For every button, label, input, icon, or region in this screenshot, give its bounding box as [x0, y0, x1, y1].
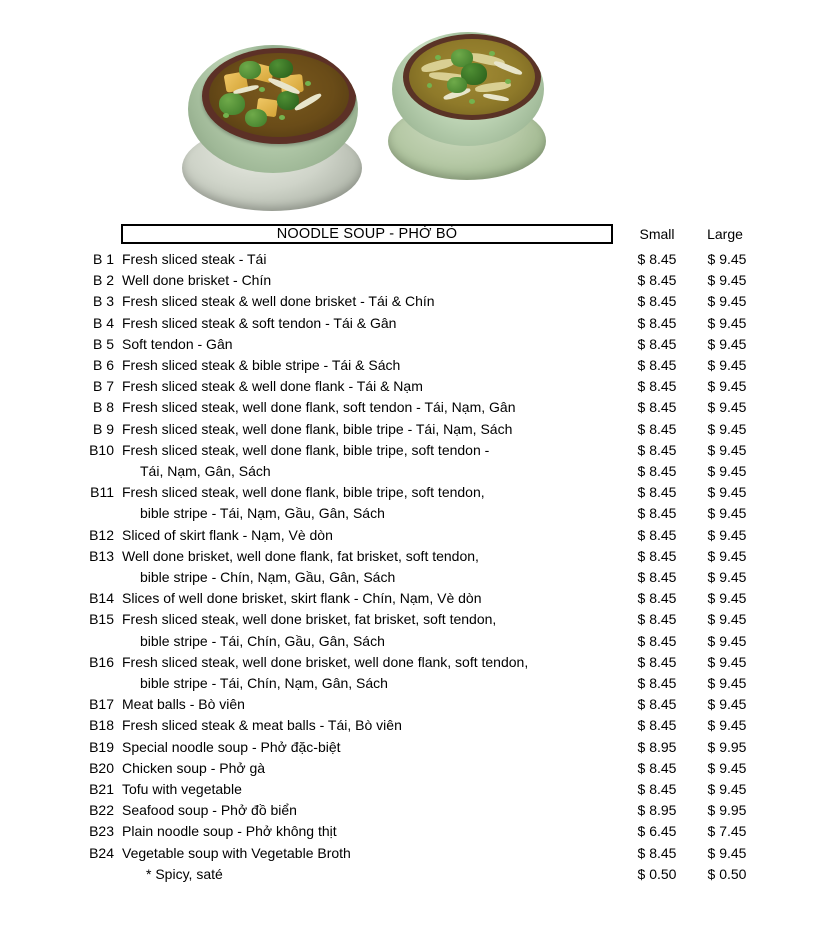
- row-right-pad: [762, 843, 820, 864]
- table-row: [0, 419, 820, 440]
- row-right-pad: [762, 482, 820, 503]
- row-right-pad: [762, 737, 820, 758]
- price-small: $ 8.45: [637, 378, 677, 395]
- row-left-pad: [0, 461, 76, 482]
- row-left-pad: [0, 397, 76, 418]
- table-row: [0, 334, 820, 355]
- row-right-pad: [762, 864, 820, 885]
- row-left-pad: [0, 864, 76, 885]
- item-code: [76, 673, 114, 694]
- price-large: $ 9.45: [707, 844, 747, 861]
- table-row: [0, 440, 820, 461]
- code-desc-gap: [114, 461, 122, 482]
- price-large: $ 9.45: [707, 611, 747, 628]
- item-description: Slices of well done brisket, skirt flank - Chín, Nạm, Vè dòn: [122, 590, 482, 607]
- item-description: * Spicy, saté: [146, 865, 223, 882]
- table-row: [0, 397, 820, 418]
- price-large: $ 9.45: [707, 484, 747, 501]
- row-right-pad: [762, 715, 820, 736]
- menu-note-row: [0, 864, 820, 885]
- row-right-pad: [762, 313, 820, 334]
- price-large: $ 9.95: [707, 738, 747, 755]
- price-large: $ 9.95: [707, 802, 747, 819]
- item-description: bible stripe - Chín, Nạm, Gầu, Gân, Sách: [140, 569, 396, 586]
- table-row: [0, 694, 820, 715]
- item-description: Fresh sliced steak - Tái: [122, 251, 267, 267]
- row-right-pad: [762, 588, 820, 609]
- price-large: $ 9.45: [707, 569, 747, 586]
- price-large: $ 9.45: [707, 251, 747, 267]
- item-code: B13: [89, 547, 114, 564]
- item-code: B12: [89, 526, 114, 543]
- item-description: Fresh sliced steak, well done flank, bible tripe - Tái, Nạm, Sách: [122, 420, 513, 437]
- item-code: B 6: [92, 357, 114, 374]
- table-row: [0, 503, 820, 524]
- item-description: Seafood soup - Phở đồ biển: [122, 802, 297, 819]
- price-large: $ 9.45: [707, 357, 747, 374]
- price-small: $ 6.45: [637, 823, 677, 840]
- code-desc-gap: [114, 291, 122, 312]
- menu-header-row: [0, 222, 820, 248]
- column-header-small: Small: [639, 226, 675, 242]
- item-description: bible stripe - Tái, Chín, Nạm, Gân, Sách: [140, 675, 388, 692]
- item-description: Well done brisket, well done flank, fat brisket, soft tendon,: [122, 547, 479, 564]
- row-left-pad: [0, 843, 76, 864]
- code-desc-gap: [114, 397, 122, 418]
- table-row: [0, 673, 820, 694]
- row-left-pad: [0, 800, 76, 821]
- table-row: [0, 737, 820, 758]
- price-large: $ 9.45: [707, 399, 747, 416]
- price-small: $ 8.45: [637, 314, 677, 331]
- item-code: [76, 631, 114, 652]
- code-desc-gap: [114, 334, 122, 355]
- price-large: $ 9.45: [707, 293, 747, 310]
- item-description: bible stripe - Tái, Chín, Gầu, Gân, Sách: [140, 632, 385, 649]
- price-large: $ 9.45: [707, 526, 747, 543]
- broth-right: [409, 39, 535, 115]
- price-small: $ 8.95: [637, 802, 677, 819]
- code-desc-gap: [114, 864, 122, 885]
- item-description: Tái, Nạm, Gân, Sách: [140, 463, 271, 480]
- price-small: $ 8.95: [637, 738, 677, 755]
- price-small: $ 8.45: [637, 675, 677, 692]
- row-right-pad: [762, 440, 820, 461]
- price-large: $ 0.50: [707, 865, 747, 882]
- table-row: [0, 567, 820, 588]
- item-code: B 8: [92, 399, 114, 416]
- row-left-pad: [0, 376, 76, 397]
- code-desc-gap: [114, 694, 122, 715]
- row-left-pad: [0, 249, 76, 270]
- bowl-body-left: [188, 45, 358, 173]
- table-row: [0, 652, 820, 673]
- code-desc-gap: [114, 546, 122, 567]
- row-right-pad: [762, 461, 820, 482]
- row-right-pad: [762, 291, 820, 312]
- item-description: Fresh sliced steak, well done brisket, fat brisket, soft tendon,: [122, 611, 497, 628]
- item-code: B15: [89, 611, 114, 628]
- menu-photo: [0, 0, 820, 222]
- row-right-pad: [762, 503, 820, 524]
- price-large: $ 9.45: [707, 378, 747, 395]
- price-small: $ 8.45: [637, 463, 677, 480]
- price-large: $ 9.45: [707, 272, 747, 289]
- row-right-pad: [762, 800, 820, 821]
- row-right-pad: [762, 397, 820, 418]
- menu-items-table: [0, 249, 820, 885]
- price-small: $ 8.45: [637, 781, 677, 798]
- price-small: $ 8.45: [637, 335, 677, 352]
- price-small: $ 8.45: [637, 420, 677, 437]
- item-description: Fresh sliced steak & meat balls - Tái, Bò viên: [122, 717, 402, 734]
- table-row: [0, 609, 820, 630]
- price-large: $ 7.45: [707, 823, 747, 840]
- code-desc-gap: [114, 270, 122, 291]
- row-right-pad: [762, 821, 820, 842]
- menu-section: [0, 222, 820, 885]
- price-small: $ 8.45: [637, 505, 677, 522]
- table-row: [0, 376, 820, 397]
- price-large: $ 9.45: [707, 420, 747, 437]
- row-right-pad: [762, 270, 820, 291]
- row-right-pad: [762, 673, 820, 694]
- row-right-pad: [762, 779, 820, 800]
- code-desc-gap: [114, 800, 122, 821]
- item-code: [76, 864, 114, 885]
- code-desc-gap: [114, 758, 122, 779]
- table-row: [0, 546, 820, 567]
- item-code: B 7: [92, 378, 114, 395]
- price-large: $ 9.45: [707, 505, 747, 522]
- price-small: $ 8.45: [637, 759, 677, 776]
- price-small: $ 8.45: [637, 611, 677, 628]
- price-small: $ 8.45: [637, 357, 677, 374]
- item-code: B24: [89, 844, 114, 861]
- row-right-pad: [762, 334, 820, 355]
- table-row: [0, 482, 820, 503]
- table-row: [0, 525, 820, 546]
- price-large: $ 9.45: [707, 547, 747, 564]
- row-right-pad: [762, 758, 820, 779]
- row-left-pad: [0, 588, 76, 609]
- item-description: Special noodle soup - Phở đặc-biệt: [122, 738, 341, 755]
- price-small: $ 8.45: [637, 526, 677, 543]
- item-code: B 2: [92, 272, 114, 289]
- price-small: $ 8.45: [637, 484, 677, 501]
- code-desc-gap: [114, 588, 122, 609]
- price-small: $ 8.45: [637, 547, 677, 564]
- table-row: [0, 843, 820, 864]
- code-desc-gap: [114, 843, 122, 864]
- item-description: Fresh sliced steak, well done flank, bible tripe, soft tendon -: [122, 441, 490, 458]
- soup-bowl-left: [182, 45, 362, 215]
- table-row: [0, 249, 820, 270]
- item-description: Chicken soup - Phở gà: [122, 759, 266, 776]
- table-row: [0, 461, 820, 482]
- code-desc-gap: [114, 715, 122, 736]
- row-left-pad: [0, 313, 76, 334]
- table-row: [0, 588, 820, 609]
- table-row: [0, 355, 820, 376]
- price-small: $ 8.45: [637, 632, 677, 649]
- item-description: Sliced of skirt flank - Nạm, Vè dòn: [122, 526, 333, 543]
- code-desc-gap: [114, 779, 122, 800]
- item-description: Soft tendon - Gân: [122, 335, 233, 352]
- row-left-pad: [0, 758, 76, 779]
- item-code: [76, 461, 114, 482]
- code-desc-gap: [114, 821, 122, 842]
- row-left-pad: [0, 779, 76, 800]
- row-left-pad: [0, 503, 76, 524]
- row-left-pad: [0, 821, 76, 842]
- row-right-pad: [762, 609, 820, 630]
- item-description: Tofu with vegetable: [122, 781, 242, 798]
- item-code: B 3: [92, 293, 114, 310]
- price-large: $ 9.45: [707, 463, 747, 480]
- price-large: $ 9.45: [707, 781, 747, 798]
- price-small: $ 8.45: [637, 696, 677, 713]
- table-row: [0, 779, 820, 800]
- item-description: Fresh sliced steak & well done flank - Tái & Nạm: [122, 378, 423, 395]
- item-description: Vegetable soup with Vegetable Broth: [122, 844, 351, 861]
- item-description: Well done brisket - Chín: [122, 272, 272, 289]
- price-small: $ 8.45: [637, 590, 677, 607]
- item-description: Fresh sliced steak, well done flank, soft tendon - Tái, Nạm, Gân: [122, 399, 516, 416]
- menu-title-box: [121, 224, 613, 244]
- code-desc-gap: [114, 376, 122, 397]
- row-left-pad: [0, 652, 76, 673]
- item-code: B14: [89, 590, 114, 607]
- table-row: [0, 313, 820, 334]
- price-small: $ 0.50: [637, 865, 677, 882]
- price-small: $ 8.45: [637, 844, 677, 861]
- item-code: [76, 503, 114, 524]
- row-left-pad: [0, 673, 76, 694]
- row-left-pad: [0, 609, 76, 630]
- row-right-pad: [762, 652, 820, 673]
- soup-bowl-right: [388, 32, 546, 182]
- price-small: $ 8.45: [637, 441, 677, 458]
- item-code: B16: [89, 653, 114, 670]
- row-left-pad: [0, 334, 76, 355]
- code-desc-gap: [114, 652, 122, 673]
- item-code: B19: [89, 738, 114, 755]
- code-desc-gap: [114, 525, 122, 546]
- row-left-pad: [0, 482, 76, 503]
- price-large: $ 9.45: [707, 653, 747, 670]
- table-row: [0, 821, 820, 842]
- item-code: B22: [89, 802, 114, 819]
- row-left-pad: [0, 419, 76, 440]
- row-right-pad: [762, 376, 820, 397]
- item-code: B20: [89, 759, 114, 776]
- row-left-pad: [0, 440, 76, 461]
- item-description: Fresh sliced steak & soft tendon - Tái & Gân: [122, 314, 397, 331]
- row-right-pad: [762, 355, 820, 376]
- code-desc-gap: [114, 503, 122, 524]
- row-left-pad: [0, 546, 76, 567]
- broth-left: [209, 53, 349, 137]
- row-left-pad: [0, 567, 76, 588]
- price-small: $ 8.45: [637, 272, 677, 289]
- price-small: $ 8.45: [637, 399, 677, 416]
- row-left-pad: [0, 270, 76, 291]
- table-row: [0, 800, 820, 821]
- code-desc-gap: [114, 631, 122, 652]
- price-small: $ 8.45: [637, 293, 677, 310]
- code-desc-gap: [114, 313, 122, 334]
- price-small: $ 8.45: [637, 569, 677, 586]
- column-header-large: Large: [707, 226, 743, 242]
- item-description: Fresh sliced steak & well done brisket - Tái & Chín: [122, 293, 435, 310]
- price-small: $ 8.45: [637, 653, 677, 670]
- item-code: B 9: [92, 420, 114, 437]
- item-description: Fresh sliced steak, well done flank, bible tripe, soft tendon,: [122, 484, 485, 501]
- table-row: [0, 291, 820, 312]
- item-code: B17: [89, 696, 114, 713]
- price-large: $ 9.45: [707, 675, 747, 692]
- row-right-pad: [762, 631, 820, 652]
- code-desc-gap: [114, 355, 122, 376]
- item-description: bible stripe - Tái, Nạm, Gầu, Gân, Sách: [140, 505, 385, 522]
- row-left-pad: [0, 694, 76, 715]
- row-left-pad: [0, 737, 76, 758]
- price-large: $ 9.45: [707, 759, 747, 776]
- price-small: $ 8.45: [637, 717, 677, 734]
- price-small: $ 8.45: [637, 251, 677, 267]
- row-left-pad: [0, 525, 76, 546]
- row-left-pad: [0, 715, 76, 736]
- row-left-pad: [0, 291, 76, 312]
- row-right-pad: [762, 525, 820, 546]
- item-description: Fresh sliced steak & bible stripe - Tái & Sách: [122, 357, 401, 374]
- item-description: Plain noodle soup - Phở không thịt: [122, 823, 337, 840]
- item-description: Meat balls - Bò viên: [122, 696, 245, 713]
- code-desc-gap: [114, 737, 122, 758]
- item-code: B11: [90, 484, 114, 501]
- row-right-pad: [762, 249, 820, 270]
- table-row: [0, 715, 820, 736]
- item-code: B10: [89, 441, 114, 458]
- bowl-body-right: [392, 32, 544, 146]
- item-code: B23: [89, 823, 114, 840]
- row-right-pad: [762, 546, 820, 567]
- code-desc-gap: [114, 482, 122, 503]
- page-title: NOODLE SOUP - PHỞ BÒ: [276, 225, 458, 242]
- code-desc-gap: [114, 249, 122, 270]
- item-code: B 1: [92, 251, 114, 267]
- item-code: B18: [89, 717, 114, 734]
- item-description: Fresh sliced steak, well done brisket, well done flank, soft tendon,: [122, 653, 529, 670]
- price-large: $ 9.45: [707, 717, 747, 734]
- table-row: [0, 758, 820, 779]
- item-code: [76, 567, 114, 588]
- code-desc-gap: [114, 609, 122, 630]
- price-large: $ 9.45: [707, 441, 747, 458]
- code-desc-gap: [114, 567, 122, 588]
- row-right-pad: [762, 694, 820, 715]
- code-desc-gap: [114, 419, 122, 440]
- row-right-pad: [762, 567, 820, 588]
- item-code: B 4: [92, 314, 114, 331]
- item-code: B 5: [92, 335, 114, 352]
- price-large: $ 9.45: [707, 632, 747, 649]
- item-code: B21: [89, 781, 114, 798]
- row-right-pad: [762, 419, 820, 440]
- code-desc-gap: [114, 673, 122, 694]
- row-left-pad: [0, 631, 76, 652]
- code-desc-gap: [114, 440, 122, 461]
- price-large: $ 9.45: [707, 696, 747, 713]
- table-row: [0, 270, 820, 291]
- price-large: $ 9.45: [707, 314, 747, 331]
- price-large: $ 9.45: [707, 590, 747, 607]
- row-left-pad: [0, 355, 76, 376]
- table-row: [0, 631, 820, 652]
- price-large: $ 9.45: [707, 335, 747, 352]
